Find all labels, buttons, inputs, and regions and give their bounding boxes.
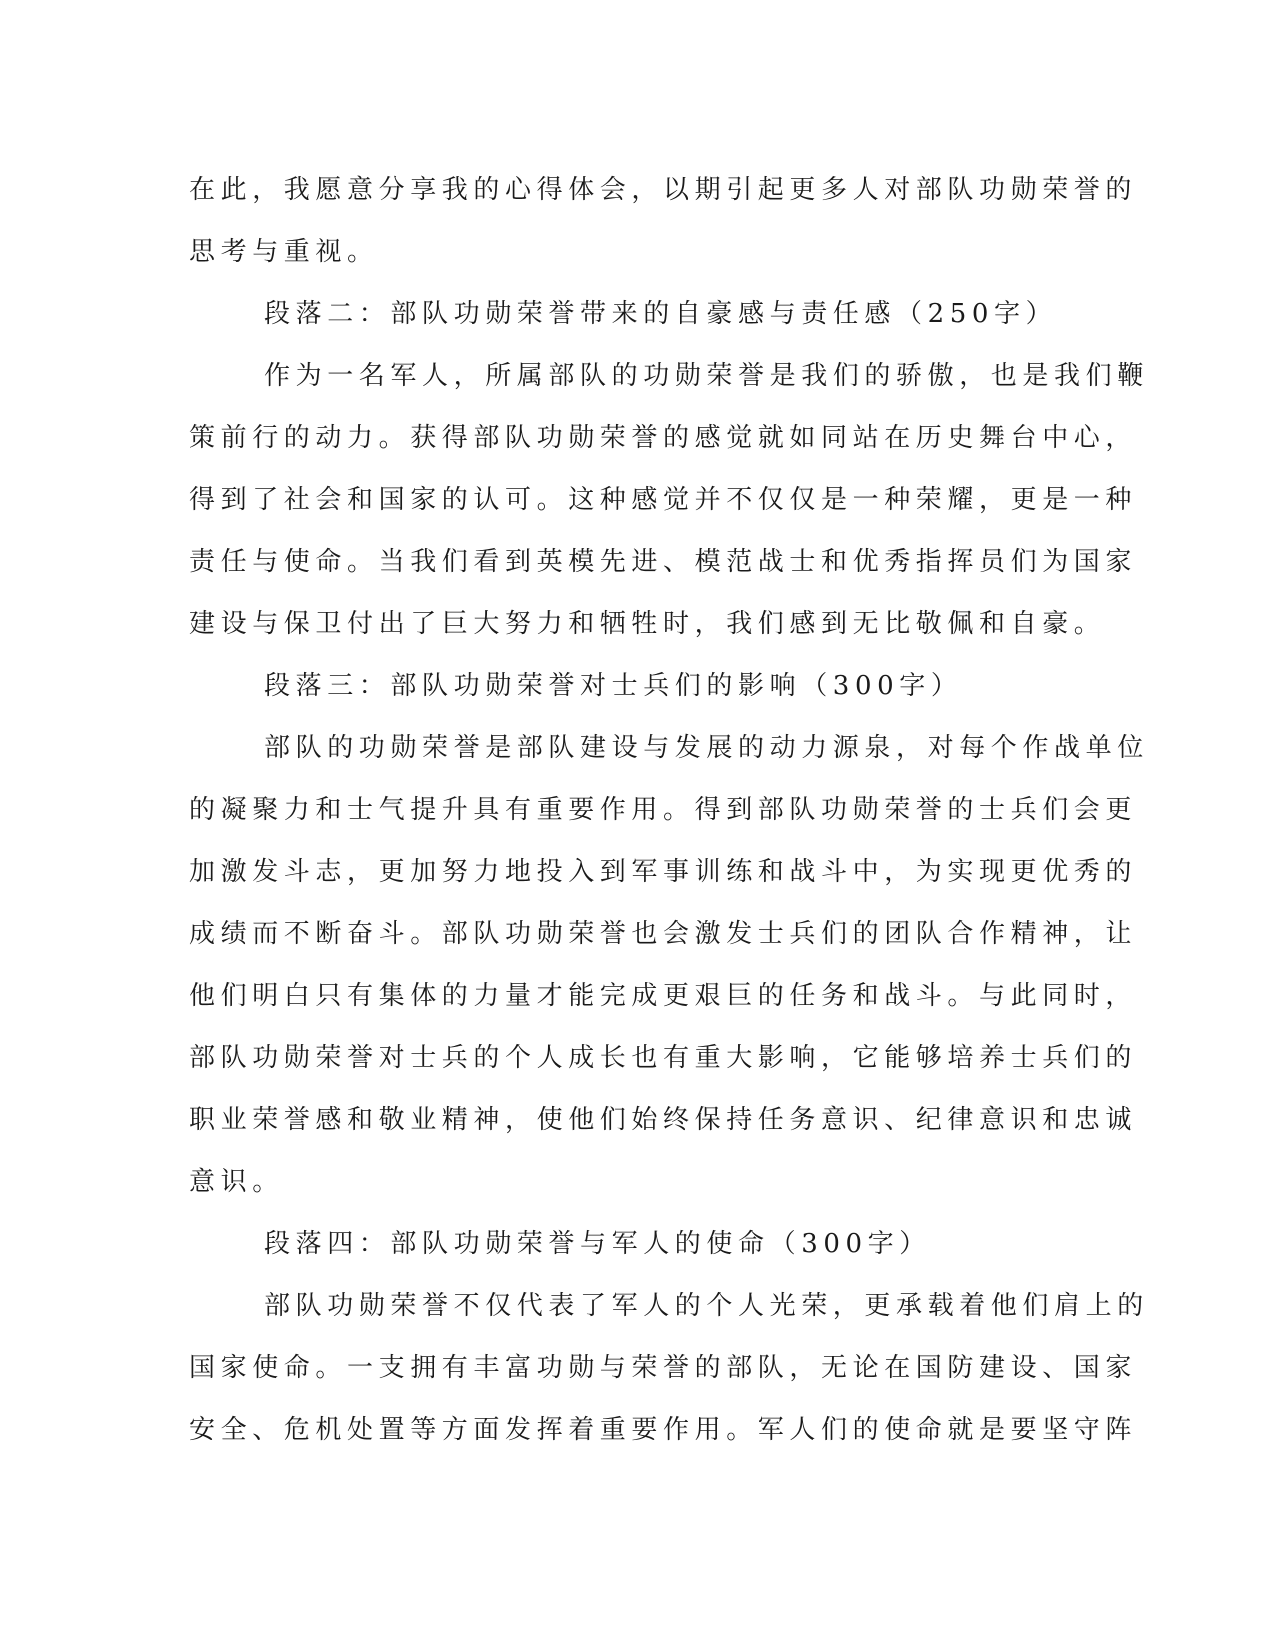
text-line: 国家使命。一支拥有丰富功勋与荣誉的部队，无论在国防建设、国家 (189, 1353, 1138, 1383)
text-line: 他们明白只有集体的力量才能完成更艰巨的任务和战斗。与此同时， (189, 981, 1138, 1011)
text-line: 部队的功勋荣誉是部队建设与发展的动力源泉，对每个作战单位 (264, 733, 1149, 763)
section-heading: 段落三：部队功勋荣誉对士兵们的影响（300字） (264, 671, 963, 701)
document-body (189, 159, 1149, 1461)
text-line: 建设与保卫付出了巨大努力和牺牲时，我们感到无比敬佩和自豪。 (189, 609, 1106, 639)
text-line: 得到了社会和国家的认可。这种感觉并不仅仅是一种荣耀，更是一种 (189, 485, 1138, 515)
text-line: 职业荣誉感和敬业精神，使他们始终保持任务意识、纪律意识和忠诚 (189, 1105, 1138, 1135)
text-line: 部队功勋荣誉对士兵的个人成长也有重大影响，它能够培养士兵们的 (189, 1043, 1138, 1073)
text-line: 加激发斗志，更加努力地投入到军事训练和战斗中，为实现更优秀的 (189, 857, 1138, 887)
text-line: 成绩而不断奋斗。部队功勋荣誉也会激发士兵们的团队合作精神，让 (189, 919, 1138, 949)
text-line: 责任与使命。当我们看到英模先进、模范战士和优秀指挥员们为国家 (189, 547, 1138, 577)
text-line: 在此，我愿意分享我的心得体会，以期引起更多人对部队功勋荣誉的 (189, 175, 1138, 205)
text-line: 意识。 (189, 1167, 284, 1197)
text-line: 作为一名军人，所属部队的功勋荣誉是我们的骄傲，也是我们鞭 (264, 361, 1149, 391)
text-line: 安全、危机处置等方面发挥着重要作用。军人们的使命就是要坚守阵 (189, 1415, 1138, 1445)
text-line: 策前行的动力。获得部队功勋荣誉的感觉就如同站在历史舞台中心， (189, 423, 1138, 453)
text-line: 部队功勋荣誉不仅代表了军人的个人光荣，更承载着他们肩上的 (264, 1291, 1149, 1321)
section-heading: 段落四：部队功勋荣誉与军人的使命（300字） (264, 1229, 931, 1259)
text-line: 的凝聚力和士气提升具有重要作用。得到部队功勋荣誉的士兵们会更 (189, 795, 1138, 825)
section-heading: 段落二：部队功勋荣誉带来的自豪感与责任感（250字） (264, 299, 1058, 329)
text-line: 思考与重视。 (189, 237, 379, 267)
